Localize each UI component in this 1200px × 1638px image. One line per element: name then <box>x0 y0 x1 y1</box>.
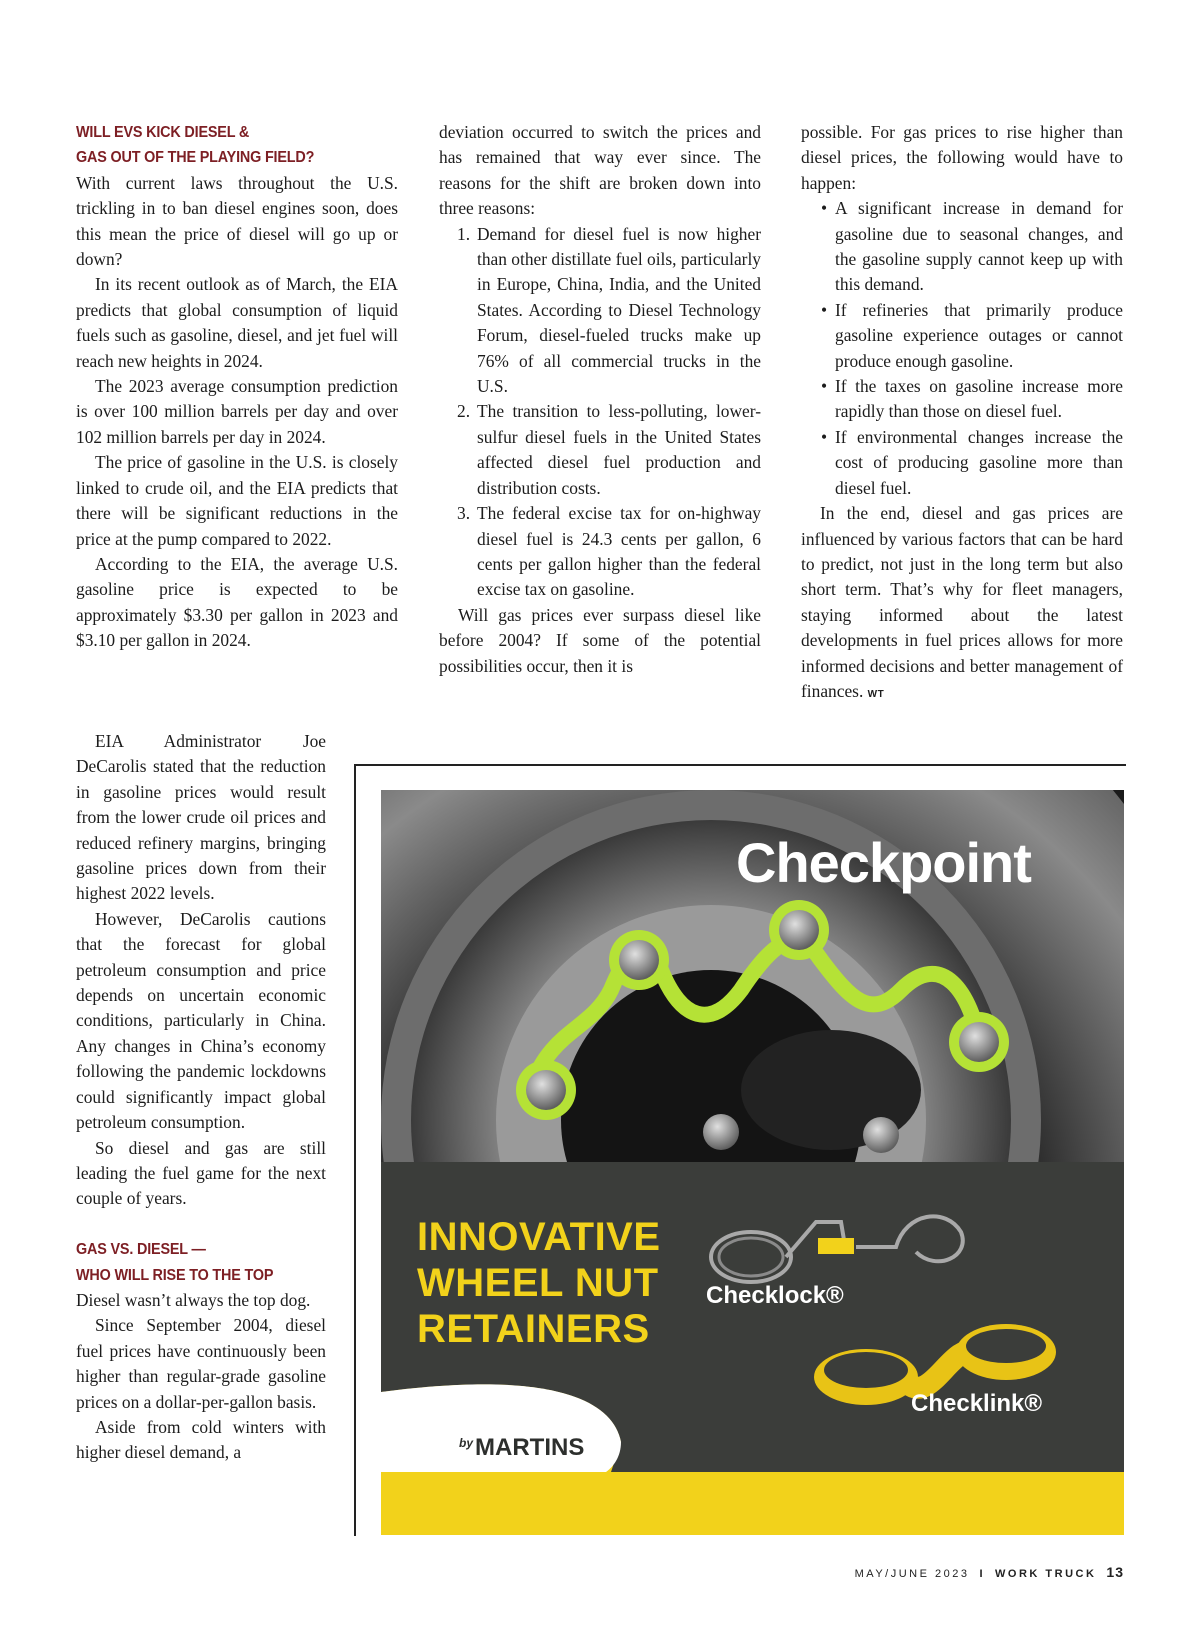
footer-separator: I <box>979 1568 986 1580</box>
paragraph: possible. For gas prices to rise higher than diesel prices, the following would have to happen: <box>801 122 1123 193</box>
paragraph: So diesel and gas are still leading the fuel game for the next couple of years. <box>76 1137 326 1209</box>
paragraph: Will gas prices ever surpass diesel like before 2004? If some of the potential possibilities occur, then it is <box>439 604 761 676</box>
paragraph: The price of gasoline in the U.S. is closely linked to crude oil, and the EIA predicts that there will be significant reductions in the price at the pump compared to 2022. <box>76 452 398 549</box>
paragraph: EIA Administrator Joe DeCarolis stated that the reduction in gasoline prices would result from the lower crude oil prices and reduced refinery margins, bringing gasoline prices down from their highest 2022 levels. <box>76 731 326 904</box>
paragraph: The 2023 average consumption prediction is over 100 million barrels per day and over 102 million barrels per day in 2024. <box>76 376 398 447</box>
magazine-name: WORK TRUCK <box>995 1568 1097 1580</box>
paragraph: deviation occurred to switch the prices and has remained that way ever since. The reasons for the shift are broken down into three reasons: <box>439 122 761 219</box>
list-item: • If refineries that primarily produce gasoline experience outages or cannot produce enough gasoline. <box>821 299 1123 371</box>
section-heading-gas-vs-diesel: GAS VS. DIESEL — WHO WILL RISE TO THE TOP <box>76 1241 274 1284</box>
list-item: 2. The transition to less-polluting, lower-sulfur diesel fuels in the United States affected diesel fuel production and distribution costs. <box>457 401 761 498</box>
checkpoint-logo: Checkpoint <box>736 831 1031 894</box>
paragraph: In its recent outlook as of March, the EIA predicts that global consumption of liquid fuels such as gasoline, diesel, and jet fuel will reach new heights in 2024. <box>76 274 398 371</box>
paragraph: Since September 2004, diesel fuel prices have continuously been higher than regular-grade gasoline prices on a dollar-per-gallon basis. <box>76 1315 326 1412</box>
article-column-3 <box>801 120 1123 707</box>
page-number: 13 <box>1106 1564 1124 1580</box>
list-item: • If environmental changes increase the cost of producing gasoline more than diesel fuel. <box>821 426 1123 498</box>
bullet-icon: • <box>821 299 828 320</box>
issue-date: MAY/JUNE 2023 <box>854 1568 970 1580</box>
section-heading-evs: WILL EVS KICK DIESEL & GAS OUT OF THE PLAYING FIELD? <box>76 124 315 167</box>
article-column-1 <box>76 120 398 654</box>
bullet-icon: • <box>821 198 828 219</box>
checklock-product-icon <box>706 1202 976 1292</box>
ad-headline: INNOVATIVE WHEEL NUT RETAINERS <box>417 1215 661 1351</box>
checklink-label: Checklink® <box>911 1390 1043 1417</box>
ad-product-panel <box>381 1162 1124 1535</box>
paragraph: However, DeCarolis cautions that the forecast for global petroleum consumption and price depends on uncertain economic conditions, particularly in China. Any changes in China’s economy following the pandemic lockdowns could significantly impact global petroleum consumption. <box>76 908 326 1133</box>
reasons-list <box>439 222 761 603</box>
checkpoint-advertisement[interactable] <box>381 790 1124 1535</box>
list-item: 1. Demand for diesel fuel is now higher than other distillate fuel oils, particularly in Europe, China, India, and the United States. According to Diesel Technology Forum, diesel-fueled trucks make up 76% of all commercial trucks in the U.S. <box>457 223 761 397</box>
list-item: • A significant increase in demand for gasoline due to seasonal changes, and the gasoline supply cannot keep up with this demand. <box>821 198 1123 295</box>
paragraph: With current laws throughout the U.S. trickling in to ban diesel engines soon, does this mean the price of diesel will go up or down? <box>76 172 398 270</box>
page-footer <box>0 1564 1124 1580</box>
conditions-list <box>801 196 1123 501</box>
list-item: 3. The federal excise tax for on-highway diesel fuel is 24.3 cents per gallon, 6 cents per gallon higher than the federal excise tax on gasoline. <box>457 503 761 600</box>
bullet-icon: • <box>821 426 828 447</box>
article-column-2 <box>439 120 761 679</box>
checklock-label: Checklock® <box>706 1282 844 1309</box>
list-item: • If the taxes on gasoline increase more rapidly than those on diesel fuel. <box>821 376 1123 422</box>
end-mark: WT <box>867 688 885 700</box>
martins-logo: $^{by}$MARTINS <box>459 1434 585 1461</box>
paragraph: According to the EIA, the average U.S. gasoline price is expected to be approximately $3.30 per gallon in 2023 and $3.10 per gallon in 2024. <box>76 553 398 651</box>
paragraph: Aside from cold winters with higher diesel demand, a <box>76 1416 326 1463</box>
paragraph: In the end, diesel and gas prices are influenced by various factors that can be hard to predict, not just in the long term but also short term. That’s why for fleet managers, staying informed about the latest developments in fuel prices allows for more informed decisions and better management of finances. WT <box>801 503 1123 701</box>
paragraph: Diesel wasn’t always the top dog. <box>76 1289 311 1310</box>
bullet-icon: • <box>821 376 828 397</box>
article-column-1-narrow <box>76 729 326 1466</box>
